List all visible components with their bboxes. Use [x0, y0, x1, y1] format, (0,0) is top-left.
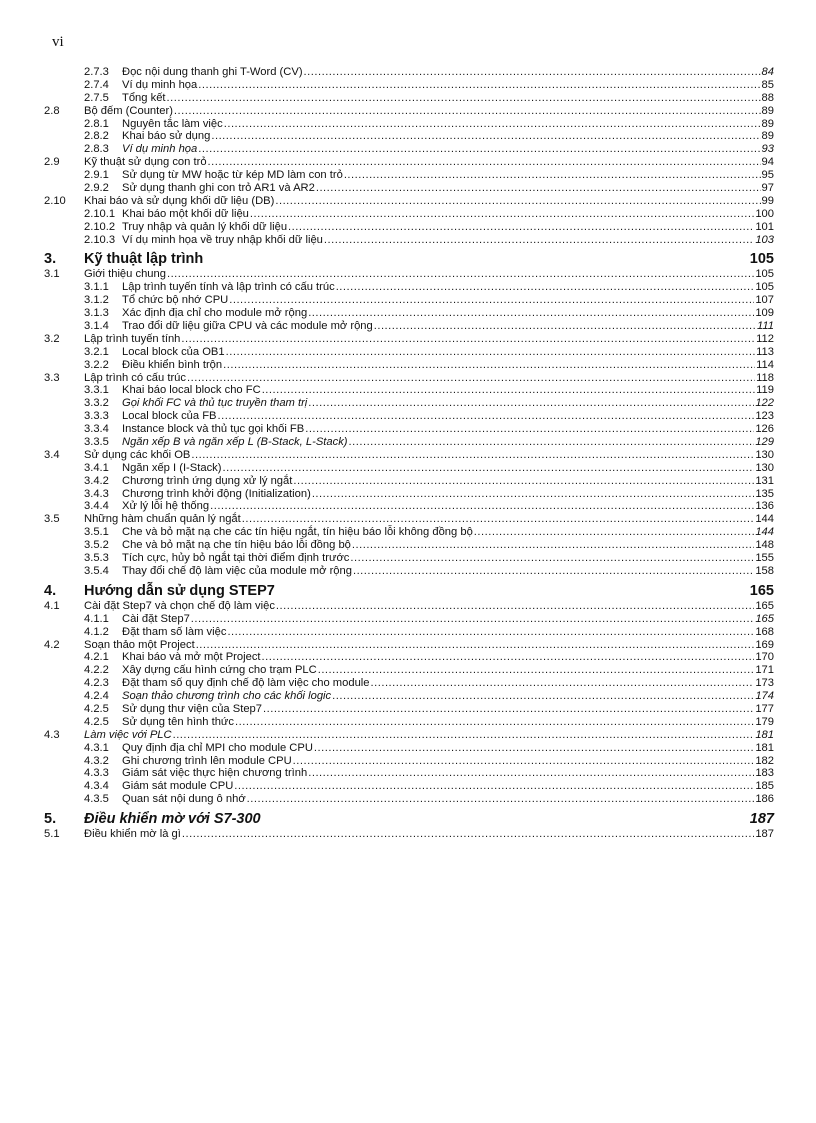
toc-entry-title: Che và bỏ mặt nạ che các tín hiệu ngắt, tín hiệu báo lỗi không đồng bộ: [122, 526, 473, 539]
toc-entry-page: 165: [749, 582, 774, 599]
toc-leader-dots: [242, 513, 755, 526]
toc-entry-number: 4.2.2: [84, 664, 109, 677]
toc-entry-page: 181: [755, 741, 774, 754]
toc-entry-number: 2.8: [44, 104, 60, 117]
toc-entry-page: 185: [755, 780, 774, 793]
toc-entry-title: Điều khiển mờ là gì: [84, 828, 181, 841]
toc-entry-number: 3.3.3: [84, 410, 109, 423]
toc-entry-page: 183: [755, 767, 774, 780]
toc-entry-number: 3.1.2: [84, 294, 109, 307]
toc-leader-dots: [235, 716, 754, 729]
toc-entry-title: Giám sát việc thực hiện chương trình: [122, 767, 308, 780]
toc-section: [44, 372, 774, 385]
toc-entry-title: Khai báo và mở một Project: [122, 651, 261, 664]
toc-leader-dots: [263, 703, 754, 716]
toc-leader-dots: [224, 118, 761, 131]
toc-subsection: [44, 221, 774, 234]
toc-entry-page: 148: [755, 539, 774, 552]
toc-leader-dots: [226, 346, 756, 359]
toc-leader-dots: [305, 423, 754, 436]
toc-entry-page: 182: [755, 754, 774, 767]
toc-leader-dots: [167, 268, 754, 281]
toc-leader-dots: [371, 677, 755, 690]
toc-entry-title: Làm việc với PLC: [84, 728, 172, 741]
toc-entry-title: Cài đặt Step7: [122, 612, 190, 625]
toc-subsection: [44, 436, 774, 449]
toc-entry-title: Thay đổi chế độ làm việc của module mở rộng: [122, 564, 352, 577]
toc-entry-number: 4.: [44, 582, 57, 599]
toc-entry-page: 144: [755, 513, 774, 526]
toc-entry-number: 2.7.5: [84, 91, 109, 104]
toc-entry-title: Tích cực, hủy bỏ ngắt tại thời điểm định trước: [122, 552, 350, 565]
toc-entry-title: Quan sát nội dung ô nhớ: [122, 793, 246, 806]
toc-entry-number: 2.8.3: [84, 143, 109, 156]
toc-subsection: [44, 613, 774, 626]
toc-entry-title: Ghi chương trình lên module CPU: [122, 754, 292, 767]
toc-entry-title: Ngăn xếp I (I-Stack): [122, 461, 222, 474]
toc-entry-page: 112: [756, 332, 774, 345]
toc-subsection: [44, 626, 774, 639]
toc-entry-number: 4.2: [44, 638, 60, 651]
toc-section: [44, 600, 774, 613]
toc-entry-title: Khai báo local block cho FC: [122, 384, 261, 397]
toc-subsection: [44, 118, 774, 131]
toc-leader-dots: [350, 552, 754, 565]
toc-entry-title: Kỹ thuật lập trình: [84, 251, 204, 268]
toc-subsection: [44, 169, 774, 182]
toc-entry-title: Xác định địa chỉ cho module mở rộng: [122, 307, 308, 320]
toc-entry-page: 131: [755, 474, 774, 487]
toc-subsection: [44, 501, 774, 514]
toc-entry-page: 111: [756, 320, 774, 333]
toc-entry-page: 119: [756, 384, 774, 397]
toc-leader-dots: [293, 755, 755, 768]
toc-chapter: [44, 251, 774, 268]
toc-leader-dots: [174, 105, 761, 118]
toc-entry-title: Trao đổi dữ liệu giữa CPU và các module mở rộng: [122, 320, 373, 333]
toc-entry-title: Đặt tham số làm việc: [122, 625, 227, 638]
toc-entry-page: 130: [755, 461, 774, 474]
toc-entry-number: 4.2.5: [84, 715, 109, 728]
toc-entry-number: 2.10.3: [84, 233, 116, 246]
toc-entry-page: 105: [749, 251, 774, 268]
toc-entry-number: 4.3.4: [84, 780, 109, 793]
toc-entry-title: Giám sát module CPU: [122, 780, 234, 793]
toc-entry-number: 2.9: [44, 156, 60, 169]
toc-entry-number: 3.4.1: [84, 461, 109, 474]
toc-subsection: [44, 208, 774, 221]
toc-entry-page: 129: [755, 436, 774, 449]
toc-entry-title: Giới thiệu chung: [84, 268, 166, 281]
toc-entry-title: Cài đặt Step7 và chọn chế độ làm việc: [84, 599, 275, 612]
toc-entry-number: 3.1: [44, 268, 60, 281]
toc-entry-title: Soạn thảo chương trình cho các khối logic: [122, 690, 332, 703]
toc-leader-dots: [191, 449, 754, 462]
toc-entry-page: 109: [755, 307, 774, 320]
toc-entry-number: 4.1.1: [84, 612, 109, 625]
toc-subsection: [44, 307, 774, 320]
toc-entry-page: 113: [756, 345, 774, 358]
toc-entry-title: Quy định địa chỉ MPI cho module CPU: [122, 741, 313, 754]
toc-entry-page: 89: [761, 104, 774, 117]
toc-subsection: [44, 651, 774, 664]
toc-leader-dots: [353, 565, 754, 578]
page-number: vi: [52, 34, 64, 50]
toc-entry-page: 95: [761, 169, 774, 182]
toc-entry-number: 3.2.1: [84, 345, 109, 358]
toc-entry-title: Ngăn xếp B và ngăn xếp L (B-Stack, L-Stack): [122, 436, 348, 449]
toc-subsection: [44, 475, 774, 488]
toc-leader-dots: [316, 182, 761, 195]
toc-subsection: [44, 539, 774, 552]
toc-entry-page: 126: [755, 423, 774, 436]
toc-leader-dots: [262, 384, 755, 397]
toc-entry-title: Sử dụng thanh ghi con trỏ AR1 và AR2: [122, 182, 315, 194]
toc-entry-page: 174: [755, 690, 774, 703]
toc-leader-dots: [191, 613, 755, 626]
toc-entry-number: 2.9.2: [84, 182, 109, 194]
toc-leader-dots: [352, 539, 754, 552]
toc-entry-number: 4.3.3: [84, 767, 109, 780]
toc-entry-page: 105: [755, 281, 774, 294]
toc-entry-number: 3.5: [44, 513, 60, 526]
toc-entry-page: 130: [755, 448, 774, 461]
toc-entry-number: 2.10.1: [84, 207, 116, 220]
toc-entry-title: Điều khiển bình trộn: [122, 358, 223, 371]
toc-leader-dots: [250, 208, 754, 221]
toc-leader-dots: [167, 92, 761, 105]
toc-entry-page: 94: [761, 156, 774, 169]
toc-entry-title: Ví dụ minh họa: [122, 78, 198, 91]
toc-entry-title: Những hàm chuẩn quản lý ngắt: [84, 513, 241, 526]
toc-entry-title: Instance block và thủ tục gọi khối FB: [122, 423, 305, 436]
toc-subsection: [44, 677, 774, 690]
toc-entry-number: 3.3: [44, 371, 60, 384]
toc-entry-title: Khai báo sử dụng: [122, 130, 211, 143]
toc-subsection: [44, 410, 774, 423]
toc-subsection: [44, 565, 774, 578]
toc-subsection: [44, 488, 774, 501]
toc-entry-number: 3.3.5: [84, 436, 109, 449]
toc-entry-number: 5.1: [44, 828, 60, 841]
toc-entry-title: Tổng kết: [122, 91, 166, 104]
toc-subsection: [44, 359, 774, 372]
toc-entry-title: Đọc nội dung thanh ghi T-Word (CV): [122, 65, 303, 78]
toc-subsection: [44, 526, 774, 539]
toc-leader-dots: [234, 780, 754, 793]
toc-subsection: [44, 462, 774, 475]
toc-entry-title: Ví dụ minh họa: [122, 143, 198, 156]
toc-section: [44, 268, 774, 281]
toc-subsection: [44, 716, 774, 729]
toc-leader-dots: [332, 690, 754, 703]
toc-entry-page: 101: [755, 220, 774, 233]
toc-entry-title: Sử dụng thư viện của Step7: [122, 702, 262, 715]
toc-entry-page: 84: [761, 65, 774, 78]
toc-entry-page: 85: [761, 78, 774, 91]
toc-entry-title: Nguyên tắc làm việc: [122, 117, 223, 130]
toc-entry-number: 4.3.2: [84, 754, 109, 767]
toc-entry-page: 170: [755, 651, 774, 664]
toc-subsection: [44, 281, 774, 294]
toc-entry-title: Lập trình tuyến tính: [84, 332, 181, 345]
toc-entry-title: Soạn thảo một Project: [84, 638, 195, 651]
toc-leader-dots: [227, 626, 754, 639]
toc-entry-number: 4.2.3: [84, 677, 109, 690]
toc-leader-dots: [211, 130, 760, 143]
toc-entry-number: 3.5.2: [84, 539, 109, 552]
toc-entry-number: 2.8.2: [84, 130, 109, 143]
toc-entry-page: 136: [755, 500, 774, 513]
toc-entry-page: 107: [755, 294, 774, 307]
toc-entry-number: 4.2.5: [84, 702, 109, 715]
toc-leader-dots: [474, 526, 755, 539]
toc-leader-dots: [187, 372, 755, 385]
toc-subsection: [44, 397, 774, 410]
toc-entry-title: Gọi khối FC và thủ tục truyền tham trị: [122, 397, 308, 410]
toc-subsection: [44, 346, 774, 359]
toc-entry-title: Lập trình có cấu trúc: [84, 371, 186, 384]
toc-subsection: [44, 79, 774, 92]
toc-entry-number: 5.: [44, 811, 57, 828]
toc-entry-page: 186: [755, 793, 774, 806]
toc-entry-title: Tổ chức bộ nhớ CPU: [122, 294, 229, 307]
toc-entry-page: 155: [755, 552, 774, 565]
toc-entry-page: 100: [755, 207, 774, 220]
toc-entry-page: 122: [755, 397, 774, 410]
toc-entry-title: Kỹ thuật sử dụng con trỏ: [84, 156, 207, 169]
toc-entry-page: 88: [761, 91, 774, 104]
toc-subsection: [44, 234, 774, 247]
toc-leader-dots: [318, 664, 755, 677]
toc-entry-number: 3.1.4: [84, 320, 109, 333]
table-of-contents: [44, 66, 774, 841]
toc-leader-dots: [208, 156, 761, 169]
toc-leader-dots: [210, 500, 754, 513]
toc-entry-page: 89: [761, 117, 774, 130]
toc-entry-number: 3.5.4: [84, 564, 109, 577]
toc-entry-title: Local block của OB1: [122, 345, 225, 358]
toc-leader-dots: [308, 397, 754, 410]
toc-entry-number: 4.3: [44, 728, 60, 741]
toc-entry-title: Điều khiển mờ với S7-300: [84, 811, 261, 828]
toc-section: [44, 828, 774, 841]
toc-section: [44, 729, 774, 742]
toc-entry-title: Xây dựng cấu hình cứng cho trạm PLC: [122, 664, 317, 677]
toc-leader-dots: [173, 729, 755, 742]
toc-entry-number: 3.4.4: [84, 500, 109, 513]
toc-leader-dots: [288, 221, 754, 234]
toc-entry-title: Lập trình tuyến tính và lập trình có cấu trúc: [122, 281, 335, 294]
toc-entry-number: 3.3.1: [84, 384, 109, 397]
toc-entry-page: 169: [755, 638, 774, 651]
toc-section: [44, 105, 774, 118]
toc-entry-title: Xử lý lỗi hệ thống: [122, 500, 210, 513]
toc-section: [44, 449, 774, 462]
toc-entry-number: 3.3.4: [84, 423, 109, 436]
toc-entry-number: 3.1.1: [84, 281, 109, 294]
toc-subsection: [44, 320, 774, 333]
toc-entry-title: Khai báo và sử dụng khối dữ liệu (DB): [84, 194, 275, 207]
toc-entry-number: 4.1.2: [84, 625, 109, 638]
toc-entry-page: 144: [755, 526, 774, 539]
toc-subsection: [44, 742, 774, 755]
toc-leader-dots: [324, 234, 754, 247]
toc-entry-number: 2.7.4: [84, 78, 109, 91]
toc-entry-number: 3.4.3: [84, 487, 109, 500]
toc-leader-dots: [349, 436, 755, 449]
toc-subsection: [44, 767, 774, 780]
toc-entry-title: Bộ đếm (Counter): [84, 104, 173, 117]
toc-entry-page: 99: [761, 194, 774, 207]
toc-leader-dots: [374, 320, 756, 333]
toc-leader-dots: [229, 294, 754, 307]
toc-entry-number: 2.7.3: [84, 65, 109, 78]
toc-entry-page: 187: [749, 811, 774, 828]
toc-entry-number: 4.1: [44, 599, 60, 612]
toc-entry-number: 3.5.3: [84, 552, 109, 565]
toc-entry-page: 165: [755, 612, 774, 625]
toc-leader-dots: [304, 66, 761, 79]
toc-entry-number: 4.3.5: [84, 793, 109, 806]
toc-entry-page: 93: [761, 143, 774, 156]
toc-entry-number: 2.8.1: [84, 117, 109, 130]
toc-leader-dots: [308, 307, 754, 320]
toc-section: [44, 513, 774, 526]
toc-entry-title: Che và bỏ mặt nạ che tín hiệu báo lỗi đồng bộ: [122, 539, 351, 552]
toc-entry-number: 3.2.2: [84, 358, 109, 371]
toc-subsection: [44, 143, 774, 156]
toc-leader-dots: [312, 488, 755, 501]
toc-leader-dots: [276, 600, 754, 613]
toc-subsection: [44, 92, 774, 105]
toc-entry-title: Chương trình khởi động (Initialization): [122, 487, 311, 500]
toc-entry-page: 114: [756, 358, 774, 371]
toc-entry-page: 179: [755, 715, 774, 728]
toc-leader-dots: [223, 359, 755, 372]
toc-leader-dots: [336, 281, 755, 294]
toc-entry-number: 3.4.2: [84, 474, 109, 487]
toc-entry-title: Truy nhập và quản lý khối dữ liệu: [122, 220, 288, 233]
toc-leader-dots: [198, 143, 760, 156]
toc-entry-title: Đặt tham số quy định chế độ làm việc cho module: [122, 677, 370, 690]
toc-leader-dots: [182, 828, 754, 841]
toc-section: [44, 156, 774, 169]
toc-section: [44, 195, 774, 208]
toc-entry-title: Sử dụng các khối OB: [84, 448, 191, 461]
toc-entry-page: 103: [755, 233, 774, 246]
toc-subsection: [44, 664, 774, 677]
toc-leader-dots: [275, 195, 760, 208]
toc-entry-title: Local block của FB: [122, 410, 217, 423]
toc-entry-number: 3.4: [44, 448, 60, 461]
toc-leader-dots: [314, 742, 754, 755]
toc-entry-number: 3.5.1: [84, 526, 109, 539]
toc-subsection: [44, 384, 774, 397]
toc-subsection: [44, 690, 774, 703]
toc-section: [44, 639, 774, 652]
toc-subsection: [44, 294, 774, 307]
toc-leader-dots: [196, 639, 755, 652]
toc-subsection: [44, 423, 774, 436]
toc-subsection: [44, 703, 774, 716]
toc-subsection: [44, 552, 774, 565]
toc-entry-page: 181: [755, 728, 774, 741]
toc-entry-title: Chương trình ứng dụng xử lý ngắt: [122, 474, 293, 487]
toc-entry-number: 3.3.2: [84, 397, 109, 410]
toc-entry-page: 173: [755, 677, 774, 690]
toc-entry-page: 158: [755, 564, 774, 577]
toc-leader-dots: [218, 410, 755, 423]
toc-subsection: [44, 780, 774, 793]
toc-entry-page: 97: [761, 182, 774, 194]
toc-section: [44, 333, 774, 346]
toc-leader-dots: [308, 767, 754, 780]
toc-entry-title: Hướng dẫn sử dụng STEP7: [84, 582, 275, 599]
toc-leader-dots: [293, 475, 754, 488]
toc-entry-title: Sử dụng tên hình thức: [122, 715, 235, 728]
toc-entry-title: Khai báo một khối dữ liệu: [122, 207, 249, 220]
toc-entry-page: 171: [755, 664, 774, 677]
toc-entry-number: 3.: [44, 251, 57, 268]
toc-entry-number: 2.10: [44, 194, 66, 207]
toc-entry-page: 135: [755, 487, 774, 500]
toc-subsection: [44, 182, 774, 195]
toc-leader-dots: [222, 462, 754, 475]
toc-entry-number: 4.2.1: [84, 651, 109, 664]
toc-leader-dots: [247, 793, 755, 806]
toc-subsection: [44, 130, 774, 143]
toc-subsection: [44, 793, 774, 806]
toc-entry-number: 2.10.2: [84, 220, 116, 233]
toc-entry-page: 177: [755, 702, 774, 715]
toc-entry-number: 3.2: [44, 332, 60, 345]
toc-entry-title: Sử dụng từ MW hoặc từ kép MD làm con trỏ: [122, 169, 343, 182]
toc-chapter: [44, 811, 774, 828]
toc-leader-dots: [262, 651, 755, 664]
toc-leader-dots: [198, 79, 760, 92]
toc-entry-page: 89: [761, 130, 774, 143]
toc-entry-page: 165: [755, 599, 774, 612]
toc-entry-page: 118: [756, 371, 774, 384]
toc-subsection: [44, 66, 774, 79]
toc-entry-title: Ví dụ minh họa về truy nhập khối dữ liệu: [122, 233, 323, 246]
toc-leader-dots: [344, 169, 761, 182]
toc-entry-page: 105: [755, 268, 774, 281]
toc-entry-page: 123: [755, 410, 774, 423]
toc-chapter: [44, 583, 774, 600]
toc-entry-page: 187: [755, 828, 774, 841]
toc-entry-number: 3.1.3: [84, 307, 109, 320]
toc-entry-page: 168: [755, 625, 774, 638]
toc-entry-number: 2.9.1: [84, 169, 109, 182]
toc-entry-number: 4.2.4: [84, 690, 109, 703]
toc-entry-number: 4.3.1: [84, 741, 109, 754]
toc-leader-dots: [181, 333, 755, 346]
toc-subsection: [44, 755, 774, 768]
